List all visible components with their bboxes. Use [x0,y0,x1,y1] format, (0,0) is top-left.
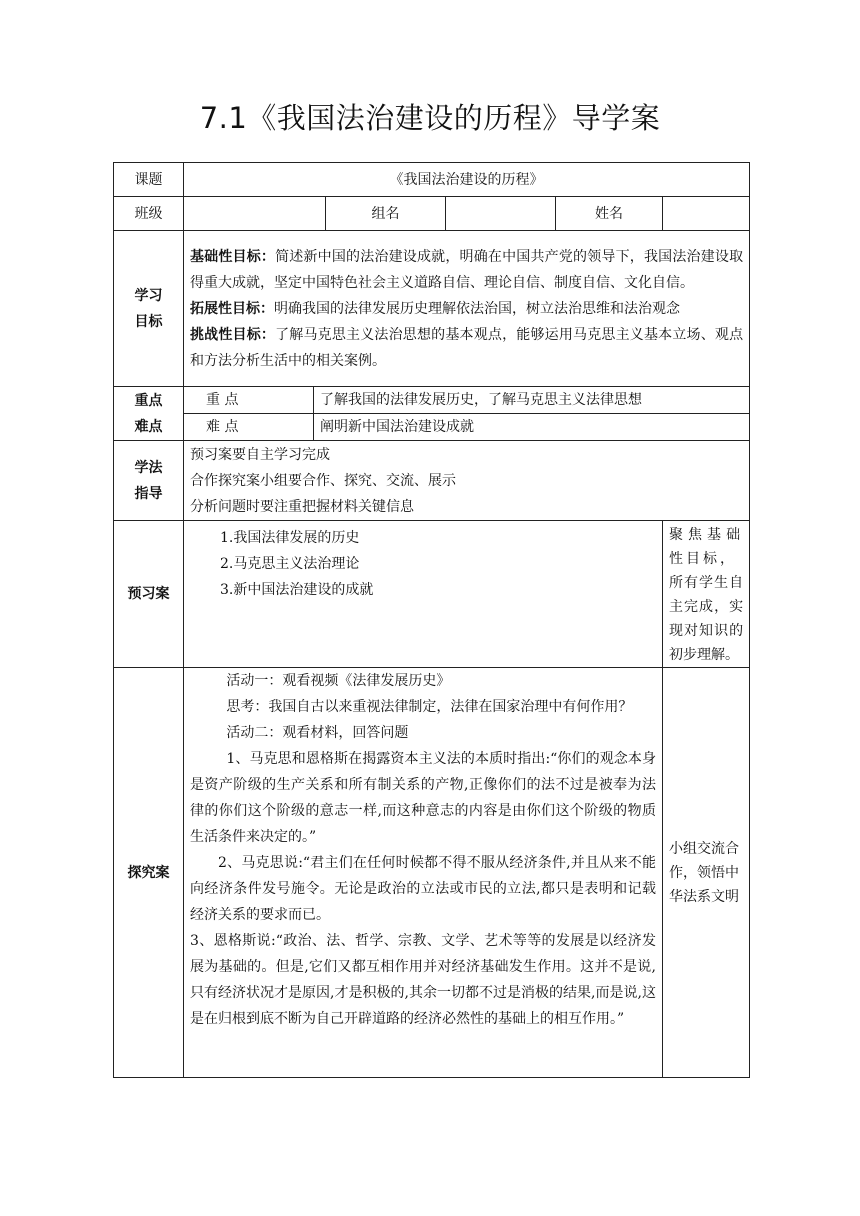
name-label: 姓名 [556,197,663,231]
goals-content [184,231,750,387]
ext-goal [190,296,743,322]
key-point-value: 了解我国的法律发展历史，了解马克思主义法律思想 [314,387,750,414]
material-one: 1、马克思和恩格斯在揭露资本主义法的本质时指出:“你们的观念本身是资产阶级的生产关系和所有制关系的产物,正像你们的法不过是被奉为法律的你们这个阶级的意志一样,而这种意志的内容是由你们这个阶级的物质生活条件来决定的。” [190,751,656,845]
method-line: 分析问题时要注重把握材料关键信息 [190,498,414,515]
chal-goal-text: 了解马克思主义法治思想的基本观点，能够运用马克思主义基本立场、观点和方法分析生活中的相关案例。 [190,326,744,369]
preview-side-note [663,521,750,668]
study-guide-table [113,162,750,1078]
preview-row [114,521,750,668]
material-three: 3、恩格斯说:“政治、法、哲学、宗教、文学、艺术等等的发展是以经济发展为基础的。但是,它们又都互相作用并对经济基础发生作用。这并不是说,只有经济状况才是原因,才是积极的,其余一切都不过是消极的结果,而是说,这是在归根到底不断为自己开辟道路的经济必然性的基础上的相互作用。” [190,933,656,1027]
preview-item: 3.新中国法治建设的成就 [220,582,374,598]
ext-goal-text: 明确我国的法律发展历史理解依法治国，树立法治思维和法治观念 [274,300,680,317]
name-value [663,197,750,231]
preview-item: 1.我国法律发展的历史 [220,530,360,546]
method-line: 预习案要自主学习完成 [190,446,330,463]
preview-item: 2.马克思主义法治理论 [220,556,360,572]
goals-label-line2: 目标 [134,313,163,330]
explore-row [114,668,750,1078]
basic-goal-text: 简述新中国的法治建设成就，明确在中国共产党的领导下，我国法治建设取得重大成就，坚定中国特色社会主义道路自信、理论自信、制度自信、文化自信。 [190,248,744,291]
method-label-line2: 指导 [134,485,163,502]
group-value [446,197,556,231]
class-row [114,197,750,231]
goals-row [114,231,750,387]
difficult-point-label: 难 点 [184,414,314,441]
basic-goal-title: 基础性目标： [190,248,276,265]
group-label: 组名 [326,197,446,231]
chal-goal [190,322,743,374]
preview-label: 预习案 [114,521,184,668]
method-line: 合作探究案小组要合作、探究、交流、展示 [190,472,456,489]
key-label [114,387,184,441]
course-row [114,163,750,197]
method-label [114,441,184,521]
think-question: 思考：我国自古以来重视法律制定，法律在国家治理中有何作用？ [226,699,633,715]
key-point-label: 重 点 [184,387,314,414]
key-label-line1: 重点 [134,392,163,409]
class-value [184,197,326,231]
chal-goal-title: 挑战性目标： [190,326,276,343]
key-label-line2: 难点 [134,418,163,435]
activity-two: 活动二：观看材料，回答问题 [226,725,409,741]
preview-side-line2: 所有学生自主完成，实现对知识的初步理解。 [669,575,744,663]
preview-side-line1: 聚焦基础性目标， [669,527,744,567]
page-title: 7.1《我国法治建设的历程》导学案 [199,101,661,135]
method-label-line1: 学法 [134,459,163,476]
method-content [184,441,750,521]
course-label: 课题 [114,163,184,197]
material-two: 2、马克思说:“君主们在任何时候都不得不服从经济条件,并且从来不能向经济条件发号施令。无论是政治的立法或市民的立法,都只是表明和记载经济关系的要求而已。 [190,855,656,923]
course-value: 《我国法治建设的历程》 [184,163,750,197]
difficult-point-row [114,414,750,441]
difficult-point-value: 阐明新中国法治建设成就 [314,414,750,441]
class-label: 班级 [114,197,184,231]
explore-content [184,668,663,1078]
basic-goal [190,244,743,296]
explore-side-note: 小组交流合作，领悟中华法系文明 [663,668,750,1078]
explore-label: 探究案 [114,668,184,1078]
key-point-row [114,387,750,414]
goals-label-line1: 学习 [134,287,163,304]
activity-one: 活动一：观看视频《法律发展历史》 [226,673,451,689]
method-row [114,441,750,521]
preview-content [184,521,663,668]
ext-goal-title: 拓展性目标： [190,300,274,317]
goals-label [114,231,184,387]
